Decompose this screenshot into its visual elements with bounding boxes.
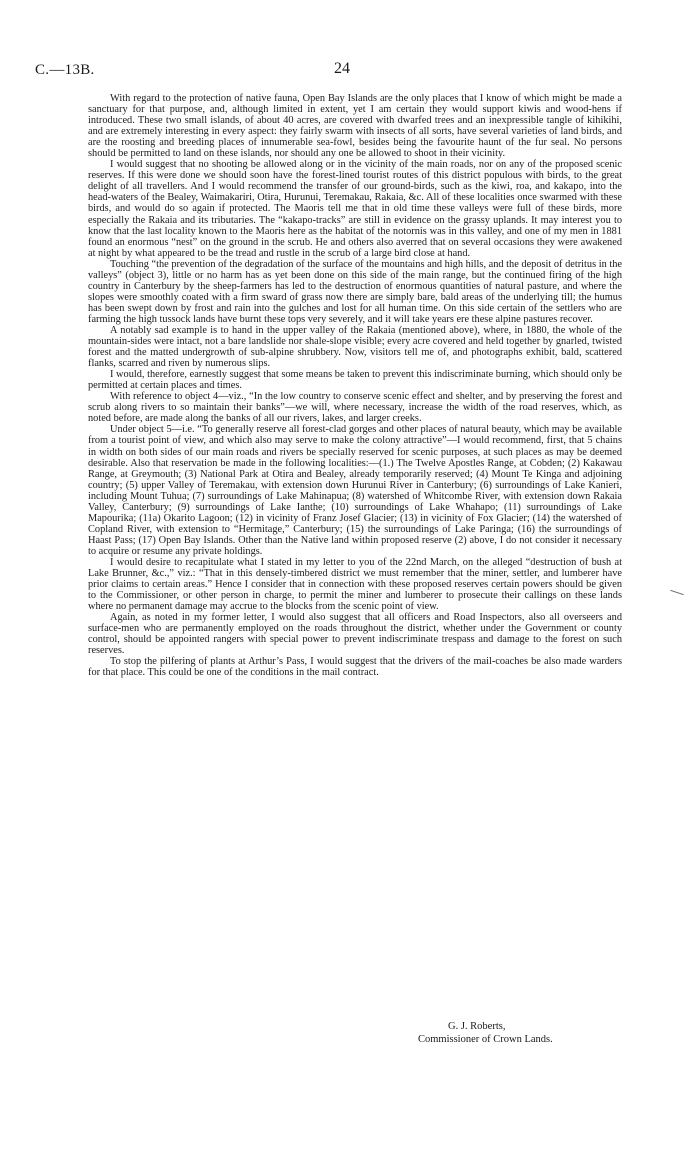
- signatory-name: G. J. Roberts,: [448, 1021, 506, 1032]
- paragraph: To stop the pilfering of plants at Arthur’s Pass, I would suggest that the drivers of the mail-coaches be also made warders for that place. This could be one of the conditions in the mail contract.: [88, 656, 622, 679]
- signature-block: [418, 1020, 648, 1046]
- paragraph: I would suggest that no shooting be allowed along or in the vicinity of the main roads, nor on any of the proposed scenic reserves. If this were done we should soon have the forest-lined tourist routes of this district populous with birds, to the great delight of all travellers. And I would recommend the transfer of our ground-birds, such as the kiwi, roa, and kakapo, into the head-waters of the Bealey, Waimakariri, Otira, Hurunui, Teremakau, Rakaia, &c. All of these localities once swarmed with these birds, and would do so again if protected. The Maoris tell me that in old time these valleys were full of these birds, more especially the Rakaia and its tributaries. The “kakapo-tracks” are still in evidence on the grassy uplands. It may interest you to know that the last locality known to the Maoris here as the habitat of the notornis was in this valley, and one of my men in 1881 found an enormous “nest” on the ground in the scrub. He and others also averred that on several occasions they were awakened at night by what appeared to be the tread and rustle in the scrub of a large bird close at hand.: [88, 159, 622, 259]
- paragraph: With regard to the protection of native fauna, Open Bay Islands are the only places that I know of which might be made a sanctuary for that purpose, and, although limited in extent, yet I am certain they would support kiwis and wood-hens if introduced. These two small islands, of about 40 acres, are covered with dwarfed trees and an inexpressible tangle of kihikihi, and are extremely interesting in every aspect: they fairly swarm with insects of all sorts, have several varieties of land birds, and are the roosting and breeding places of innumerable sea-fowl, besides being the favourite haunt of the fur seal. No persons should be permitted to land on these islands, nor should any one be allowed to shoot in their vicinity.: [88, 93, 622, 160]
- margin-mark: [670, 590, 684, 595]
- paragraph: I would, therefore, earnestly suggest that some means be taken to prevent this indiscriminate burning, which should only be permitted at certain places and times.: [88, 369, 622, 392]
- paragraph: A notably sad example is to hand in the upper valley of the Rakaia (mentioned above), where, in 1880, the whole of the mountain-sides were intact, not a bare landslide nor shale-slope visible; every acre covered and held together by gnarled, twisted forest and the matted undergrowth of sub-alpine shrubbery. Now, visitors tell me of, and photographs exhibit, bald, scattered flanks, scarred and riven by numerous slips.: [88, 324, 622, 370]
- paragraph: I would desire to recapitulate what I stated in my letter to you of the 22nd March, on the alleged “destruction of bush at Lake Brunner, &c.,” viz.: “That in this densely-timbered district we must remember that the miner, settler, and lumberer have prior claims to certain areas.” Hence I consider that in connection with these proposed reserves certain powers should be given to the Commissioner, or other person in charge, to permit the miner and lumberer to prosecute their callings on these lands where no permanent damage may accrue to the blocks from the scenic point of view.: [88, 556, 622, 613]
- paragraph: Under object 5—i.e. “To generally reserve all forest-clad gorges and other places of natural beauty, which may be available from a tourist point of view, and which also may serve to make the colony attractive”—I would recommend, first, that 5 chains in width on both sides of our main roads and rivers be specially reserved for scenic purposes, at such places as may be deemed desirable. Also that reservation be made in the following localities:—(1.) The Twelve Apostles Range, at Cobden; (2) Kakawau Range, at Greymouth; (3) National Park at Otira and Bealey, already temporarily reserved; (4) Mount Te Kinga and adjoining country; (5) upper Valley of Teremakau, with extension down Hurunui River in Canterbury; (6) surroundings of Lake Kanieri, including Mount Tuhua; (7) surroundings of Lake Mahinapua; (8) watershed of Whitcombe River, with extension down Rakaia Valley, Canterbury; (9) surroundings of Lake Ianthe; (10) surroundings of Lake Whahapo; (11) surroundings of Lake Mapourika; (11a) Okarito Lagoon; (12) in vicinity of Franz Josef Glacier; (13) in vicinity of Fox Glacier; (14) the watershed of Copland River, with extension to “Hermitage,” Canterbury; (15) the surroundings of Lake Paringa; (16) the surroundings of Haast Pass; (17) Open Bay Islands. Other than the Native land within proposed reserve (2) above, I do not consider it necessary to acquire or resume any private holdings.: [88, 424, 622, 557]
- document-reference: C.—13B.: [35, 62, 95, 78]
- page-number: 24: [334, 60, 350, 77]
- paragraph: Again, as noted in my former letter, I would also suggest that all officers and Road Inspectors, also all overseers and surface-men who are permanently employed on the roads throughout the district, whether under the Government or county control, should be appointed rangers with special power to prevent indiscriminate trespass and damage to the forest on such reserves.: [88, 612, 622, 657]
- paragraph: With reference to object 4—viz., “In the low country to conserve scenic effect and shelter, and by preserving the forest and scrub along rivers to so maintain their banks”—we will, where necessary, increase the width of the road reserves, which, as noted before, are made along the banks of all our rivers, lakes, and larger creeks.: [88, 391, 622, 425]
- paragraph: Touching “the prevention of the degradation of the surface of the mountains and high hills, and the deposit of detritus in the valleys” (object 3), little or no harm has as yet been done on this side of the main range, but the continued firing of the high country in Canterbury by the sheep-farmers has led to the destruction of enormous quantities of natural pasture, and where the slopes were smoothly coated with a firm sward of grass now there are simply bare, bald areas of the underlying till; the humus has been swept down by frost and rain into the gulches and lost for all human time. On this side certain of the settlers who are farming the high tussock lands have burnt these tops very severely, and it will take years ere these alpine pastures recover.: [88, 258, 622, 325]
- signatory-title: Commissioner of Crown Lands.: [418, 1034, 553, 1045]
- letter-body: [88, 93, 622, 678]
